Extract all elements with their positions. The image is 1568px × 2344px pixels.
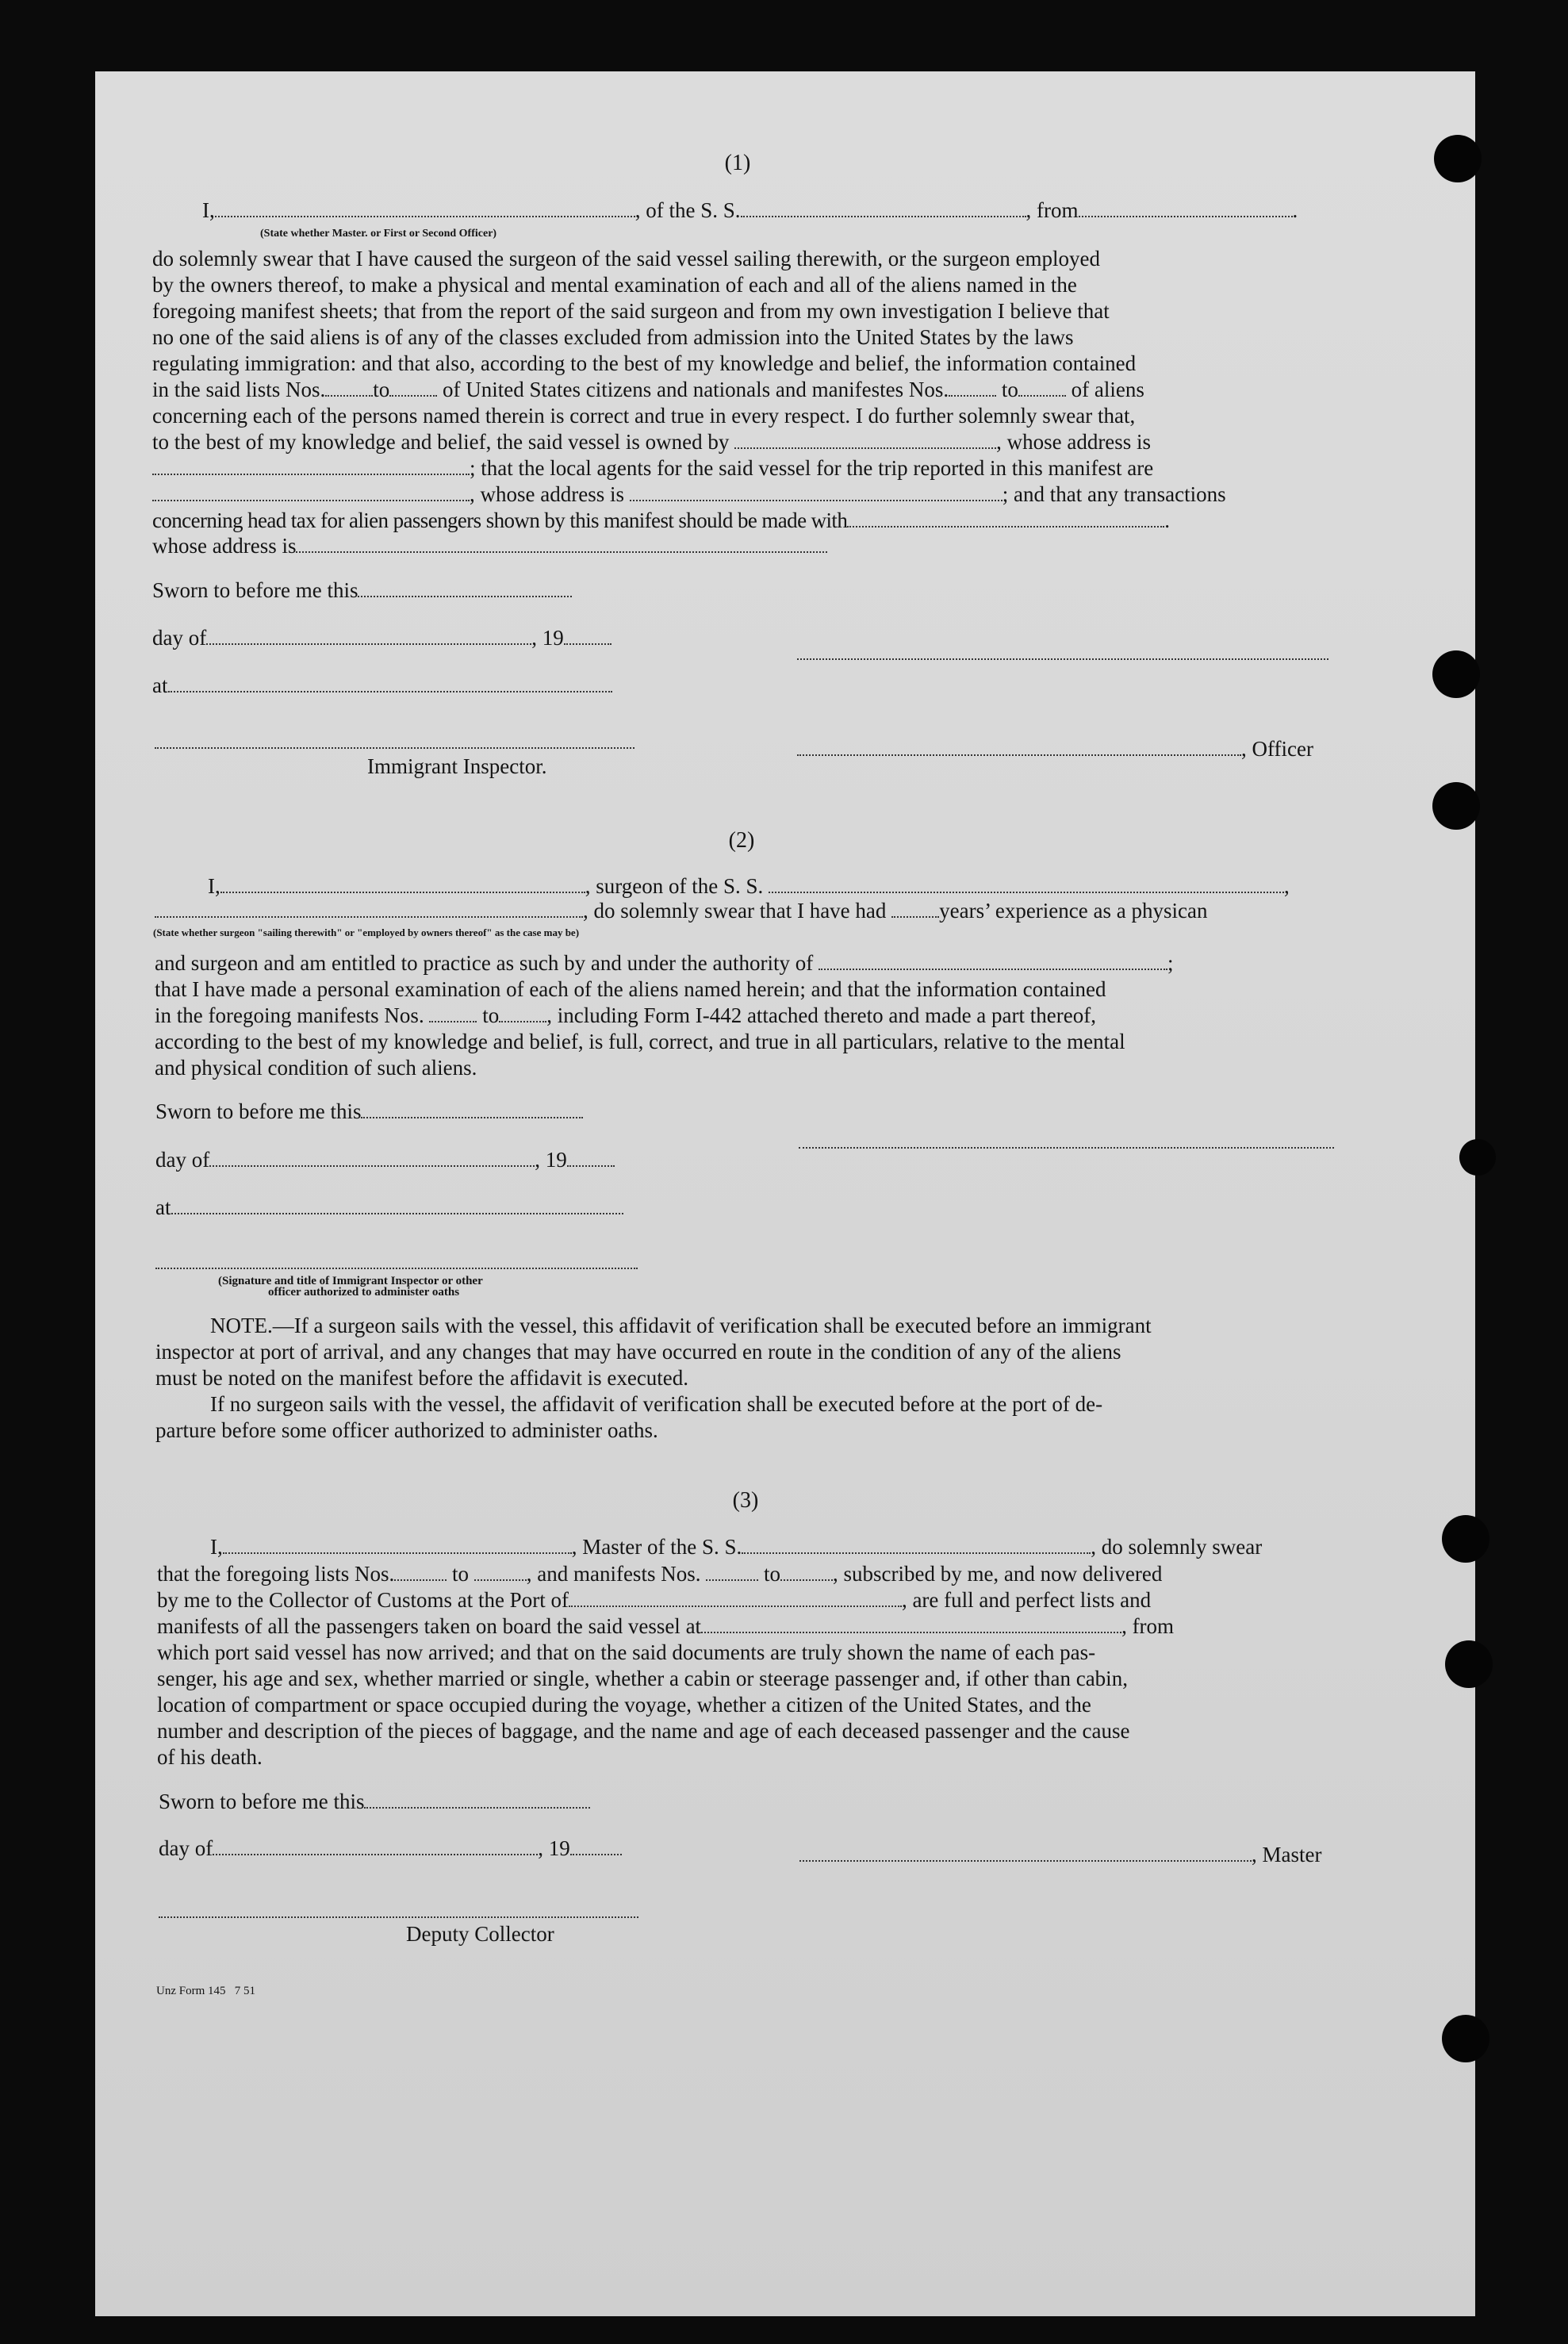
s2-swear-label: , do solemnly swear that I have had xyxy=(583,899,887,923)
s1-owner-address-field[interactable] xyxy=(152,458,470,475)
s1-i-label: I, xyxy=(202,198,215,222)
s1-inspector-sign-field[interactable] xyxy=(155,735,634,749)
s2-line-end: , xyxy=(1284,874,1290,898)
s1-from-label: , from xyxy=(1026,198,1079,222)
s2-year-field[interactable] xyxy=(567,1149,615,1167)
s2-sworn-label: Sworn to before me this xyxy=(155,1099,362,1123)
s1-name-field[interactable] xyxy=(215,200,635,217)
s3-to-label-2: to xyxy=(763,1562,780,1586)
s2-sig-caption: officer authorized to administer oaths xyxy=(268,1286,460,1299)
s1-caption: (State whether Master. or First or Second Officer) xyxy=(260,228,497,240)
s2-manifests-to-field[interactable] xyxy=(499,1005,546,1022)
s2-authority-field[interactable] xyxy=(819,953,1167,970)
s2-manifests-line xyxy=(155,1003,1096,1029)
s1-owner-label: to the best of my knowledge and belief, the said vessel is owned by xyxy=(152,430,730,454)
s1-officer-label: , Officer xyxy=(1241,737,1313,761)
s1-master-line xyxy=(202,198,1298,223)
s3-year-field[interactable] xyxy=(570,1838,622,1855)
s1-body-line: no one of the said aliens is of any of the classes excluded from admission into the United States by the laws xyxy=(152,325,1074,349)
s2-sailing-field[interactable] xyxy=(155,900,583,918)
s2-authority-line xyxy=(155,950,1174,976)
s3-body-line: which port said vessel has now arrived; and that on the said documents are truly shown the name of each pas- xyxy=(157,1640,1096,1664)
s1-agents-line xyxy=(152,455,1153,481)
s2-manifests-label: in the foregoing manifests Nos. xyxy=(155,1003,424,1027)
s3-lists-from-field[interactable] xyxy=(394,1563,447,1581)
s3-master-sign-line xyxy=(799,1842,1321,1868)
s1-day-line xyxy=(152,625,611,651)
s2-inspector-sign-field[interactable] xyxy=(155,1255,638,1269)
s3-master-sign-label: , Master xyxy=(1252,1843,1322,1866)
s3-lists-line xyxy=(157,1561,1162,1587)
s3-perfect-label: , are full and perfect lists and xyxy=(901,1588,1152,1612)
s3-boarded-field[interactable] xyxy=(701,1616,1121,1633)
s3-i-label: I, xyxy=(210,1535,223,1559)
s2-at-field[interactable] xyxy=(171,1197,623,1214)
s1-officer-sign-field[interactable] xyxy=(797,644,1328,660)
s3-boarded-label: manifests of all the passengers taken on board the said vessel at xyxy=(157,1614,702,1638)
s2-body-line: and physical condition of such aliens. xyxy=(155,1056,477,1080)
s3-lists-to-field[interactable] xyxy=(474,1563,527,1581)
s3-body-line: of his death. xyxy=(157,1745,263,1769)
s3-lists-label: that the foregoing lists Nos. xyxy=(157,1562,395,1586)
s1-body-line: concerning each of the persons named therein is correct and true in every respect. I do further solemnly swear that, xyxy=(152,404,1136,428)
s1-lists-from-field[interactable] xyxy=(325,379,373,397)
s1-body-line: foregoing manifest sheets; that from the report of the said surgeon and from my own investigation I believe that xyxy=(152,299,1110,323)
s2-authority-end: ; xyxy=(1167,951,1174,975)
s1-agents-label: ; that the local agents for the said vessel for the trip reported in this manifest are xyxy=(470,456,1154,480)
s1-body-line: do solemnly swear that I have caused the surgeon of the said vessel sailing therewith, or the surgeon employed xyxy=(152,247,1100,270)
s1-officer-line xyxy=(797,736,1313,762)
s1-day-field[interactable] xyxy=(206,627,531,645)
s2-day-label: day of xyxy=(155,1148,210,1172)
s1-headtax-line xyxy=(152,508,1170,534)
s3-manifests-from-field[interactable] xyxy=(706,1563,758,1581)
s3-ship-field[interactable] xyxy=(742,1536,1091,1554)
s1-to-label: to xyxy=(373,378,390,401)
s2-surgeon-label: , surgeon of the S. S. xyxy=(585,874,764,898)
s2-years-label: years’ experience as a physican xyxy=(939,899,1208,923)
s1-headtax-field[interactable] xyxy=(847,510,1164,527)
s2-manifests-from-field[interactable] xyxy=(429,1005,477,1022)
s2-sworn-line xyxy=(155,1099,583,1125)
s2-to-label: to xyxy=(482,1003,500,1027)
s1-citizens-label: of United States citizens and nationals and manifestes Nos. xyxy=(443,378,949,401)
s3-master-label: , Master of the S. S. xyxy=(571,1535,742,1559)
s3-boarded-line xyxy=(157,1613,1174,1640)
s1-line-end: . xyxy=(1292,198,1298,222)
s2-caption: (State whether surgeon "sailing therewith" or "employed by owners thereof" as the case may be) xyxy=(153,926,580,938)
s1-transactions-label: ; and that any transactions xyxy=(1002,482,1226,506)
s1-from-field[interactable] xyxy=(1079,200,1293,217)
s3-port-field[interactable] xyxy=(569,1590,902,1607)
s1-manifests-from-field[interactable] xyxy=(949,379,996,397)
s1-headtax-end: . xyxy=(1164,508,1170,532)
s1-day-label: day of xyxy=(152,626,207,650)
s1-body-line: regulating immigration: and that also, according to the best of my knowledge and belief, the information contained xyxy=(152,351,1137,375)
s2-body-line: according to the best of my knowledge and belief, is full, correct, and true in all particulars, relative to the mental xyxy=(155,1030,1125,1053)
s2-sign-field[interactable] xyxy=(799,1133,1334,1149)
s2-body-line: that I have made a personal examination of each of the aliens named herein; and that the information contained xyxy=(155,977,1106,1001)
s2-authority-label: and surgeon and am entitled to practice as such by and under the authority of xyxy=(155,951,814,975)
s1-owner-line xyxy=(152,429,1151,455)
s1-headtax-label: concerning head tax for alien passengers shown by this manifest should be made with xyxy=(152,508,848,532)
s1-body-line: by the owners thereof, to make a physical and mental examination of each and all of the aliens named in the xyxy=(152,273,1077,297)
s1-agents-address-field[interactable] xyxy=(630,484,1003,501)
s2-i-label: I, xyxy=(208,874,220,898)
s3-manifests-label: , and manifests Nos. xyxy=(526,1562,701,1586)
s1-agents-address-label: , whose address is xyxy=(470,482,624,506)
s3-to-label: to xyxy=(451,1562,469,1586)
s1-ss-label: , of the S. S. xyxy=(634,198,741,222)
s2-sworn-field[interactable] xyxy=(361,1101,583,1118)
s3-day-line xyxy=(159,1836,622,1862)
s2-year-label: , 19 xyxy=(535,1148,567,1172)
s2-experience-line xyxy=(155,899,1207,923)
s1-headtax-address-label: whose address is xyxy=(152,534,297,558)
s3-body-line: number and description of the pieces of baggage, and the name and age of each deceased passenger and the cause xyxy=(157,1719,1130,1743)
s1-lists-label: in the said lists Nos. xyxy=(152,378,326,401)
s1-officer-field[interactable] xyxy=(797,738,1241,756)
s2-day-line xyxy=(155,1147,615,1173)
s3-body-line: senger, his age and sex, whether married or single, whether a cabin or steerage passenger and, if other than cabin, xyxy=(157,1667,1128,1690)
s3-day-label: day of xyxy=(159,1836,213,1860)
s3-master-line xyxy=(210,1535,1262,1559)
s1-lists-to-field[interactable] xyxy=(389,379,437,397)
section-1-number: (1) xyxy=(724,151,751,175)
s1-to-label-2: to xyxy=(1001,378,1018,401)
s1-at-line xyxy=(152,673,612,699)
s3-year-label: , 19 xyxy=(538,1836,570,1860)
s3-sworn-label: Sworn to before me this xyxy=(159,1790,365,1813)
note-line: inspector at port of arrival, and any changes that may have occurred en route in the condition of any of the aliens xyxy=(155,1340,1121,1364)
s3-manifests-to-field[interactable] xyxy=(780,1563,833,1581)
note-line: NOTE.—If a surgeon sails with the vessel, this affidavit of verification shall be executed before an immigrant xyxy=(210,1314,1152,1337)
s3-sworn-line xyxy=(159,1789,590,1815)
note-line: If no surgeon sails with the vessel, the affidavit of verification shall be executed before at the port of de- xyxy=(210,1392,1103,1416)
s1-sworn-line xyxy=(152,577,572,604)
section-3-number: (3) xyxy=(732,1488,759,1513)
s3-from-label: , from xyxy=(1121,1614,1175,1638)
s3-swear-label: , do solemnly swear xyxy=(1091,1535,1263,1559)
s1-year-label: , 19 xyxy=(531,626,564,650)
s1-sworn-field[interactable] xyxy=(358,580,572,597)
note-line: parture before some officer authorized to administer oaths. xyxy=(155,1418,658,1442)
s2-at-label: at xyxy=(155,1195,171,1219)
section-2-number: (2) xyxy=(728,828,755,853)
s3-subscribed-label: , subscribed by me, and now delivered xyxy=(832,1562,1163,1586)
s1-agents-address-line xyxy=(152,481,1226,508)
s3-day-field[interactable] xyxy=(213,1838,538,1855)
s2-day-field[interactable] xyxy=(209,1149,535,1167)
s1-aliens-label: of aliens xyxy=(1071,378,1144,401)
s1-at-label: at xyxy=(152,673,168,697)
s1-headtax-address-line xyxy=(152,533,827,559)
s3-deputy-label: Deputy Collector xyxy=(406,1922,554,1946)
s1-agents-field[interactable] xyxy=(152,484,470,501)
s3-name-field[interactable] xyxy=(223,1536,572,1554)
s1-lists-line xyxy=(152,377,1144,403)
s3-deputy-sign-field[interactable] xyxy=(159,1904,638,1918)
s1-ship-field[interactable] xyxy=(741,200,1026,217)
note-line: must be noted on the manifest before the affidavit is executed. xyxy=(155,1366,689,1390)
s2-years-field[interactable] xyxy=(891,900,939,918)
s1-owner-field[interactable] xyxy=(734,432,996,449)
s1-manifests-to-field[interactable] xyxy=(1018,379,1066,397)
form-id: Unz Form 145 7 51 xyxy=(156,1985,255,1997)
s3-port-line xyxy=(157,1587,1151,1613)
s1-year-field[interactable] xyxy=(564,627,611,645)
s2-form-label: , including Form I-442 attached thereto and made a part thereof, xyxy=(546,1003,1096,1027)
s2-sig-caption: (Signature and title of Immigrant Inspector or other xyxy=(218,1275,483,1287)
s3-sworn-field[interactable] xyxy=(364,1791,590,1809)
s1-owner-address-label: , whose address is xyxy=(996,430,1152,454)
s2-at-line xyxy=(155,1195,623,1221)
s1-headtax-address-field[interactable] xyxy=(296,535,827,553)
s2-ship-field[interactable] xyxy=(769,876,1284,893)
s2-surgeon-line xyxy=(208,874,1290,899)
s1-sworn-label: Sworn to before me this xyxy=(152,578,358,602)
s2-name-field[interactable] xyxy=(220,876,585,893)
s3-body-line: location of compartment or space occupied during the voyage, whether a citizen of the United States, and the xyxy=(157,1693,1091,1717)
s3-port-label: by me to the Collector of Customs at the Port of xyxy=(157,1588,569,1612)
s1-at-field[interactable] xyxy=(168,675,612,692)
s3-master-field[interactable] xyxy=(799,1844,1252,1862)
s1-inspector-label: Immigrant Inspector. xyxy=(367,754,547,778)
